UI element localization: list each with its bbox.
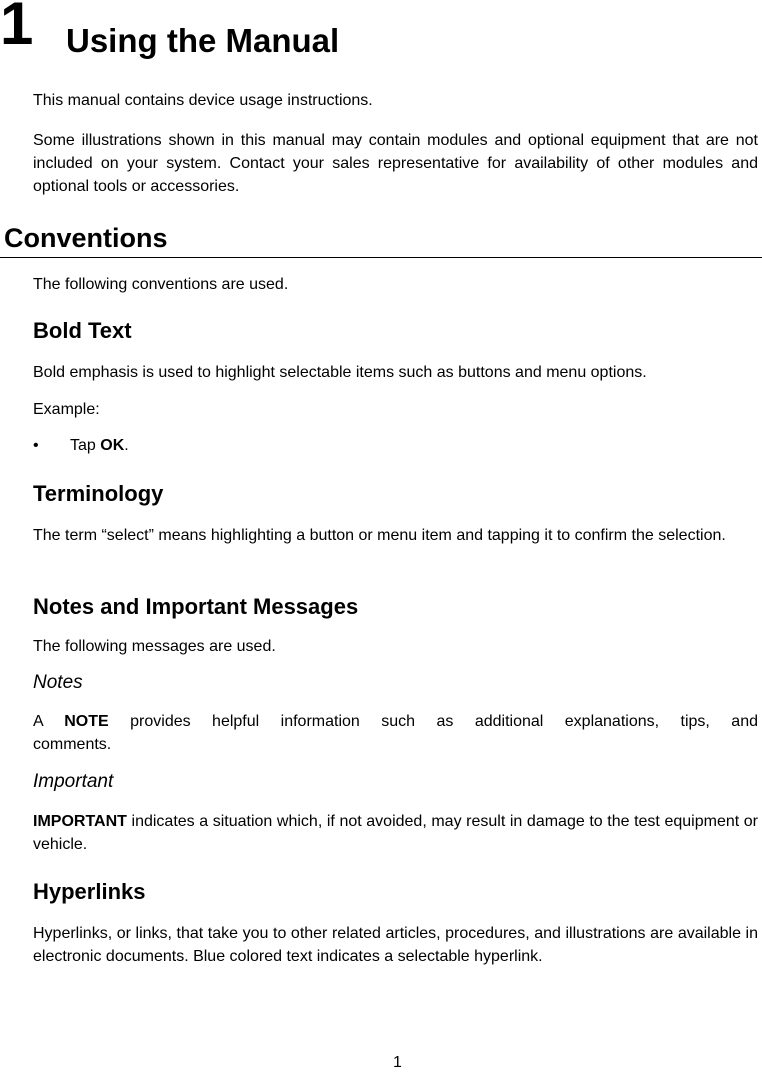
ok-bold-label: OK bbox=[100, 437, 125, 454]
terminology-heading: Terminology bbox=[33, 481, 164, 506]
chapter-title: Using the Manual bbox=[66, 22, 340, 59]
notes-paragraph: A NOTE provides helpful information such as additional explanations, tips, and comments. bbox=[33, 713, 758, 753]
intro-paragraph-1: This manual contains device usage instructions. bbox=[33, 92, 373, 109]
bullet-icon: • bbox=[33, 437, 39, 454]
bold-text-paragraph: Bold emphasis is used to highlight selectable items such as buttons and menu options. bbox=[33, 364, 647, 381]
important-paragraph: IMPORTANT indicates a situation which, if not avoided, may result in damage to the test equipment or vehicle. bbox=[33, 813, 758, 853]
important-bold-label: IMPORTANT bbox=[33, 813, 127, 830]
bold-text-heading: Bold Text bbox=[33, 318, 132, 343]
conventions-intro: The following conventions are used. bbox=[33, 276, 289, 293]
bullet-text: Tap OK. bbox=[70, 437, 129, 454]
page-number: 1 bbox=[393, 1054, 402, 1071]
terminology-paragraph: The term “select” means highlighting a button or menu item and tapping it to confirm the selection. bbox=[33, 527, 726, 544]
hyperlinks-heading: Hyperlinks bbox=[33, 879, 146, 904]
intro-paragraph-2: Some illustrations shown in this manual may contain modules and optional equipment that are not included on your system. Contact your sales representative for availability of other modules and optional tools or accessories. bbox=[33, 132, 758, 195]
conventions-heading: Conventions bbox=[4, 223, 168, 253]
note-bold-label: NOTE bbox=[64, 713, 109, 730]
important-subheading: Important bbox=[33, 771, 114, 792]
hyperlinks-paragraph: Hyperlinks, or links, that take you to other related articles, procedures, and illustrations are available in electronic documents. Blue colored text indicates a selectable hyperlink. bbox=[33, 925, 758, 965]
section-divider bbox=[0, 257, 762, 258]
notes-subheading: Notes bbox=[33, 672, 83, 693]
notes-messages-intro: The following messages are used. bbox=[33, 638, 276, 655]
example-label: Example: bbox=[33, 401, 100, 418]
notes-messages-heading: Notes and Important Messages bbox=[33, 594, 359, 619]
chapter-number: 1 bbox=[0, 0, 34, 57]
